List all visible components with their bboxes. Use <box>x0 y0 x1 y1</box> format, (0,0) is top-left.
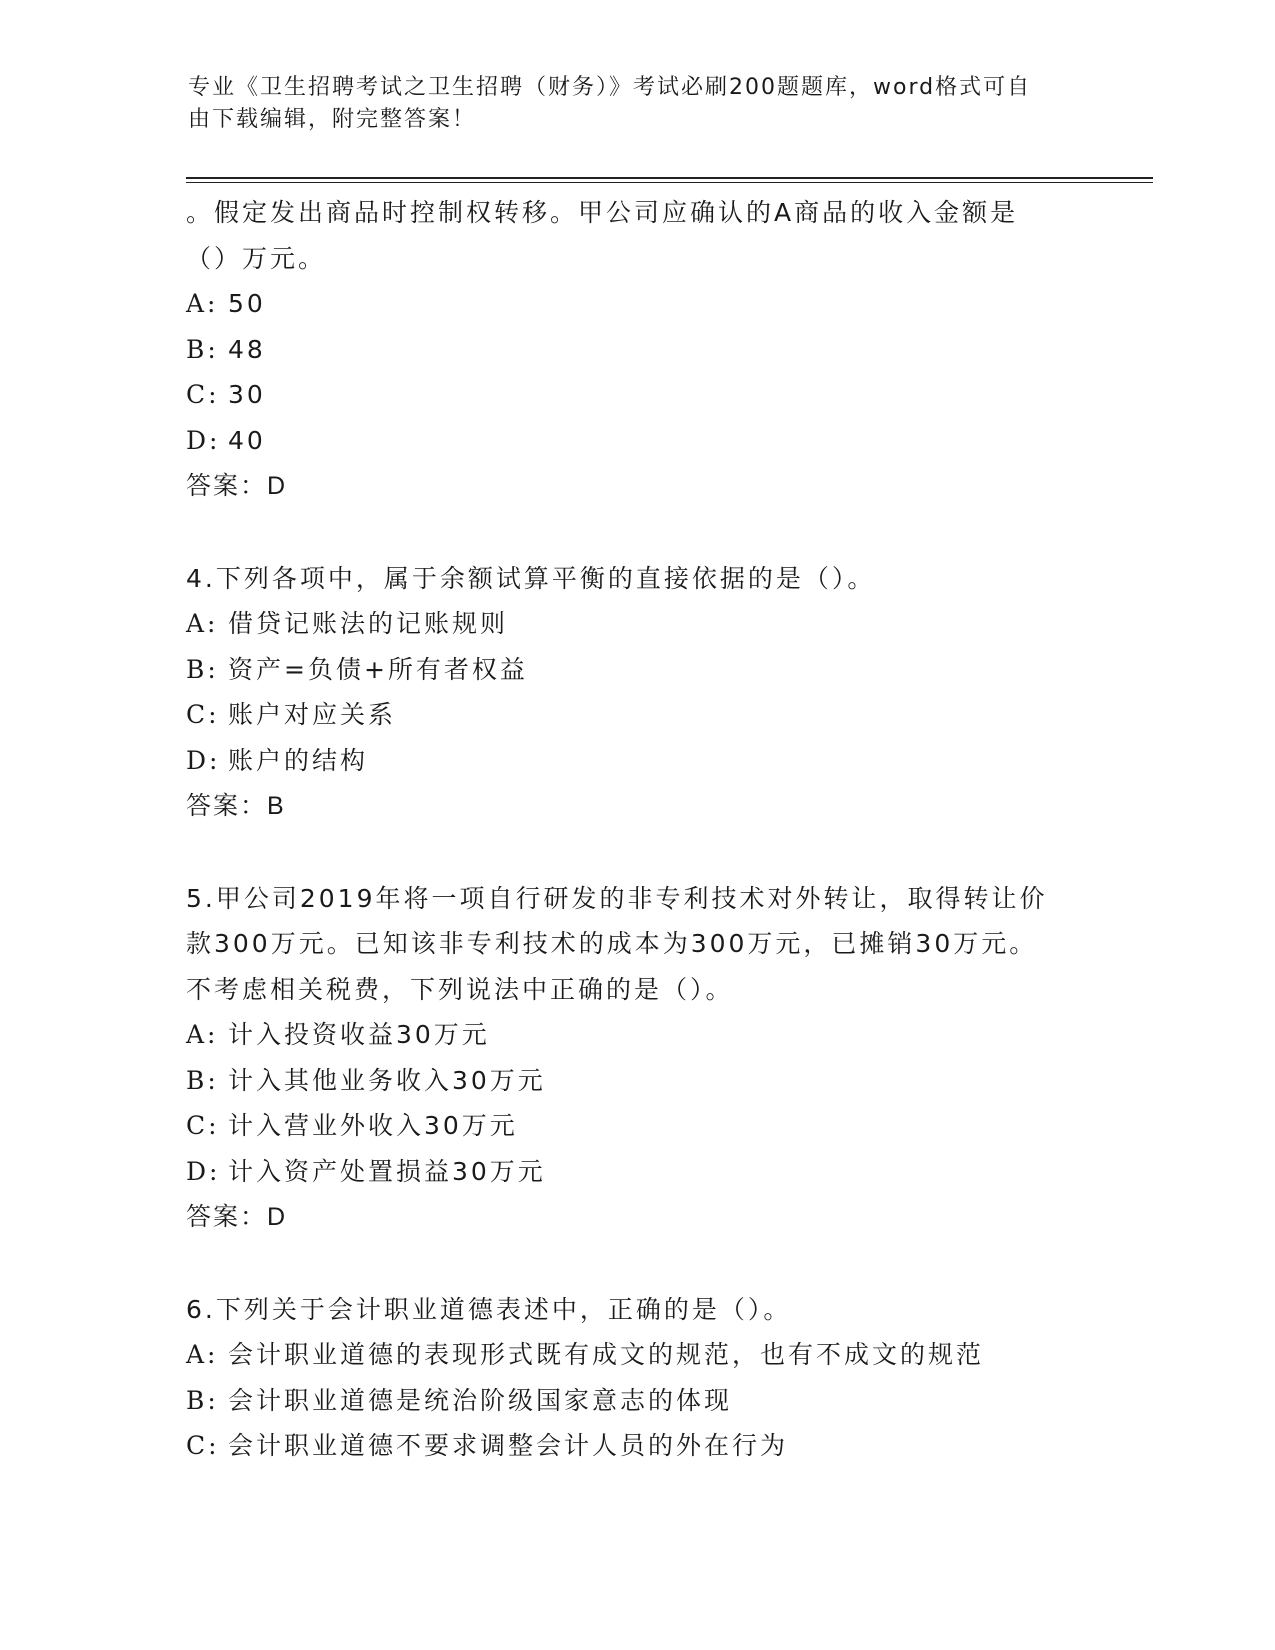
option-key: A: <box>186 1340 219 1369</box>
question-stem-line: 5.甲公司2019年将一项自行研发的非专利技术对外转让，取得转让价 <box>186 883 1048 913</box>
option-key: B: <box>186 1385 219 1415</box>
option-d <box>186 738 1086 784</box>
option-text: 账户的结构 <box>228 745 369 775</box>
option-text: 30 <box>228 380 266 409</box>
option-key: C: <box>186 1431 220 1460</box>
option-a <box>186 1012 1086 1058</box>
option-c <box>186 1423 1086 1469</box>
document-body <box>186 190 1086 1469</box>
option-b <box>186 647 1086 693</box>
option-key: C: <box>186 700 220 729</box>
answer-line <box>186 463 1086 510</box>
header-divider <box>186 177 1153 183</box>
answer-value: D <box>267 472 288 500</box>
option-d <box>186 1149 1086 1195</box>
question-6 <box>186 1287 1086 1469</box>
question-stem-line: 款300万元。已知该非专利技术的成本为300万元，已摊销30万元。 <box>186 929 1038 958</box>
option-key: C: <box>186 380 220 409</box>
header-line-2: 由下载编辑，附完整答案！ <box>188 107 477 132</box>
option-text: 50 <box>228 289 266 318</box>
answer-label: 答案： <box>186 471 268 500</box>
answer-value: B <box>267 792 286 820</box>
option-key: A: <box>186 1020 219 1049</box>
question-stem-line: 不考虑相关税费，下列说法中正确的是（）。 <box>186 974 734 1004</box>
option-b <box>186 327 1086 373</box>
option-text: 会计职业道德不要求调整会计人员的外在行为 <box>228 1431 789 1460</box>
header-line-1: 专业《卫生招聘考试之卫生招聘（财务）》考试必刷200题题库，word格式可自 <box>188 75 1032 100</box>
option-text: 48 <box>228 334 266 364</box>
option-a <box>186 281 1086 327</box>
question-stem-line: 6.下列关于会计职业道德表述中，正确的是（）。 <box>186 1294 792 1324</box>
option-text: 计入资产处置损益30万元 <box>228 1156 546 1186</box>
option-key: A: <box>186 289 219 318</box>
option-text: 计入其他业务收入30万元 <box>228 1065 546 1095</box>
option-key: A: <box>186 609 219 638</box>
option-key: B: <box>186 1065 219 1095</box>
question-stem-line: 。假定发出商品时控制权转移。甲公司应确认的A商品的收入金额是 <box>186 198 1019 227</box>
option-b <box>186 1058 1086 1104</box>
page-header <box>188 72 1068 136</box>
option-key: C: <box>186 1111 220 1140</box>
option-text: 会计职业道德的表现形式既有成文的规范，也有不成文的规范 <box>228 1340 985 1369</box>
option-d <box>186 418 1086 464</box>
spacer <box>186 1241 1086 1287</box>
option-text: 计入营业外收入30万元 <box>228 1111 518 1140</box>
question-5 <box>186 876 1086 1241</box>
option-key: B: <box>186 654 219 684</box>
option-b <box>186 1378 1086 1424</box>
option-text: 资产=负债+所有者权益 <box>228 654 528 684</box>
answer-line <box>186 783 1086 830</box>
option-text: 计入投资收益30万元 <box>228 1020 490 1049</box>
option-key: D: <box>186 745 221 775</box>
answer-label: 答案： <box>186 791 268 820</box>
option-c <box>186 692 1086 738</box>
option-text: 借贷记账法的记账规则 <box>228 609 509 638</box>
option-text: 账户对应关系 <box>228 700 397 729</box>
option-key: B: <box>186 334 219 364</box>
answer-label: 答案： <box>186 1202 268 1231</box>
spacer <box>186 510 1086 556</box>
question-stem-line: 4.下列各项中，属于余额试算平衡的直接依据的是（）。 <box>186 563 876 593</box>
option-c <box>186 1103 1086 1149</box>
option-key: D: <box>186 1156 221 1186</box>
option-text: 40 <box>228 425 266 455</box>
option-a <box>186 1332 1086 1378</box>
question-stem-line: （）万元。 <box>186 243 327 273</box>
option-text: 会计职业道德是统治阶级国家意志的体现 <box>228 1385 733 1415</box>
option-a <box>186 601 1086 647</box>
question-4 <box>186 556 1086 830</box>
spacer <box>186 830 1086 876</box>
option-key: D: <box>186 425 221 455</box>
answer-value: D <box>267 1203 288 1231</box>
answer-line <box>186 1194 1086 1241</box>
option-c <box>186 372 1086 418</box>
question-3-continuation <box>186 190 1086 510</box>
